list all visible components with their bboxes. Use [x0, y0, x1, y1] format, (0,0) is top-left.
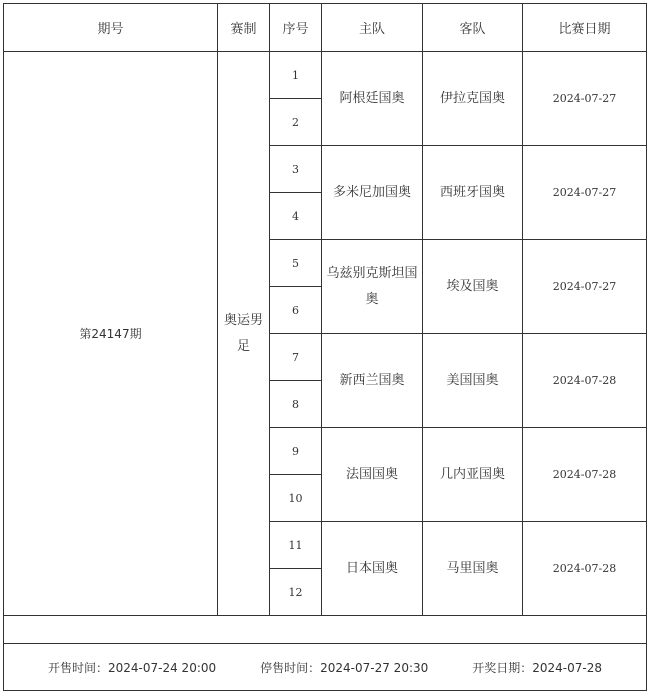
home-team-cell: 法国国奥 — [322, 428, 423, 522]
match-date-cell: 2024-07-28 — [523, 522, 647, 616]
seq-cell: 4 — [270, 193, 322, 240]
seq-cell: 8 — [270, 381, 322, 428]
header-match-type: 赛制 — [218, 4, 270, 52]
header-date: 比赛日期 — [523, 4, 647, 52]
home-team-cell: 日本国奥 — [322, 522, 423, 616]
sale-start-time: 开售时间：2024-07-24 20:00 — [48, 660, 217, 675]
table-row — [4, 52, 647, 99]
schedule-table — [3, 3, 647, 691]
seq-cell: 5 — [270, 240, 322, 287]
seq-cell: 11 — [270, 522, 322, 569]
away-team-cell: 西班牙国奥 — [423, 146, 523, 240]
header-row — [4, 4, 647, 52]
seq-cell: 7 — [270, 334, 322, 381]
footer-info — [4, 659, 646, 676]
footer-cell — [4, 644, 647, 691]
header-home: 主队 — [322, 4, 423, 52]
match-date-cell: 2024-07-27 — [523, 146, 647, 240]
home-team-cell: 新西兰国奥 — [322, 334, 423, 428]
draw-date: 开奖日期：2024-07-28 — [472, 660, 602, 675]
seq-cell: 9 — [270, 428, 322, 475]
footer-row — [4, 644, 647, 691]
match-type-cell: 奥运男足 — [218, 52, 270, 616]
away-team-cell: 埃及国奥 — [423, 240, 523, 334]
seq-cell: 1 — [270, 52, 322, 99]
away-team-cell: 伊拉克国奥 — [423, 52, 523, 146]
header-away: 客队 — [423, 4, 523, 52]
header-period: 期号 — [4, 4, 218, 52]
period-cell: 第24147期 — [4, 52, 218, 616]
away-team-cell: 马里国奥 — [423, 522, 523, 616]
spacer-row — [4, 616, 647, 644]
away-team-cell: 美国国奥 — [423, 334, 523, 428]
sale-stop-time: 停售时间：2024-07-27 20:30 — [260, 660, 429, 675]
empty-cell — [4, 616, 647, 644]
match-date-cell: 2024-07-27 — [523, 240, 647, 334]
seq-cell: 10 — [270, 475, 322, 522]
seq-cell: 2 — [270, 99, 322, 146]
match-date-cell: 2024-07-28 — [523, 334, 647, 428]
home-team-cell: 多米尼加国奥 — [322, 146, 423, 240]
seq-cell: 3 — [270, 146, 322, 193]
match-date-cell: 2024-07-28 — [523, 428, 647, 522]
home-team-cell: 乌兹别克斯坦国奥 — [322, 240, 423, 334]
home-team-cell: 阿根廷国奥 — [322, 52, 423, 146]
away-team-cell: 几内亚国奥 — [423, 428, 523, 522]
match-date-cell: 2024-07-27 — [523, 52, 647, 146]
seq-cell: 12 — [270, 569, 322, 616]
seq-cell: 6 — [270, 287, 322, 334]
header-seq: 序号 — [270, 4, 322, 52]
